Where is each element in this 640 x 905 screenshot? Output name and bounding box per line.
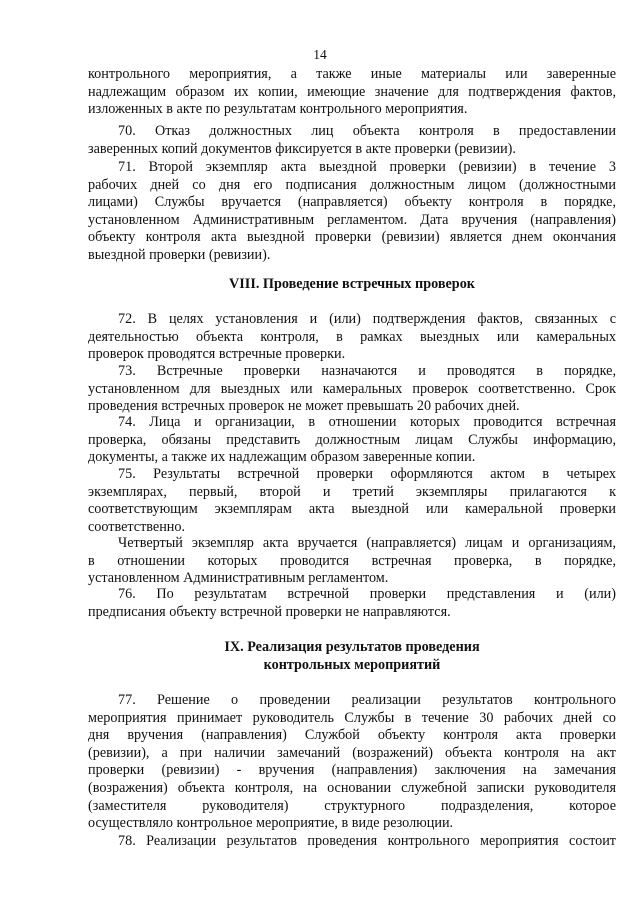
text-line: 74. Лица и организации, в отношении которых проводится встречная bbox=[118, 414, 616, 430]
text-line: установленном Административным регламентом. bbox=[88, 570, 389, 587]
paragraph-76 bbox=[88, 586, 616, 621]
text-line: деятельностью объекта контроля, в рамках выездных или камеральных bbox=[88, 328, 616, 345]
text-line: (заместителя руководителя) структурного подразделения, которое bbox=[88, 797, 616, 814]
paragraph-75 bbox=[88, 466, 616, 536]
text-line: 78. Реализации результатов проведения контрольного мероприятия состоит bbox=[118, 833, 616, 849]
section-heading-9-line2: контрольных мероприятий bbox=[263, 656, 441, 673]
paragraph-70 bbox=[88, 123, 616, 158]
text-line: осуществляло контрольное мероприятие, в виде резолюции. bbox=[88, 815, 454, 832]
text-line: дня вручения (направления) Службой объекту контроля акта проверки bbox=[88, 727, 616, 744]
page-number: 14 bbox=[313, 47, 327, 62]
text-line: объекту контроля акта выездной проверки (ревизии) является днем окончания bbox=[88, 229, 616, 246]
paragraph-continuation bbox=[88, 66, 616, 119]
text-line: надлежащим образом их копии, имеющие значение для подтверждения фактов, bbox=[88, 83, 616, 100]
text-line: лицами) Службы вручается (направляется) объекту контроля в порядке, bbox=[88, 194, 616, 211]
text-line: документы, а также их надлежащим образом заверенные копии. bbox=[88, 449, 476, 466]
text-line: мероприятия принимает руководитель Службы в течение 30 рабочих дней со bbox=[88, 709, 616, 726]
text-line: 72. В целях установления и (или) подтверждения фактов, связанных с bbox=[118, 311, 616, 327]
text-line: выездной проверки (ревизии). bbox=[88, 246, 271, 263]
text-line: 77. Решение о проведении реализации результатов контрольного bbox=[118, 692, 616, 708]
paragraph-71 bbox=[88, 159, 616, 265]
paragraph-74 bbox=[88, 414, 616, 467]
paragraph-75-continued bbox=[88, 535, 616, 588]
text-line: проверки (ревизии) - вручения (направления) заключения на замечания bbox=[88, 762, 616, 779]
section-heading-9 bbox=[88, 639, 616, 674]
text-line: Четвертый экземпляр акта вручается (направляется) лицам и организациям, bbox=[118, 535, 616, 551]
text-line: (возражения) объекта контроля, на основании служебной записки руководителя bbox=[88, 779, 616, 796]
text-line: установленном Административным регламентом. Дата вручения (направления) bbox=[88, 211, 616, 228]
text-line: 76. По результатам встречной проверки представления и (или) bbox=[118, 586, 616, 602]
text-line: контрольного мероприятия, а также иные материалы или заверенные bbox=[88, 66, 616, 82]
paragraph-77 bbox=[88, 692, 616, 833]
paragraph-72 bbox=[88, 311, 616, 364]
text-line: экземплярах, первый, второй и третий экземпляры прилагаются к bbox=[88, 483, 616, 500]
text-line: изложенных в акте по результатам контрольного мероприятия. bbox=[88, 101, 468, 118]
text-line: 70. Отказ должностных лиц объекта контроля в предоставлении bbox=[118, 123, 616, 139]
text-line: 73. Встречные проверки назначаются и проводятся в порядке, bbox=[118, 363, 616, 379]
text-line: предписания объекту встречной проверки не направляются. bbox=[88, 603, 451, 620]
paragraph-73 bbox=[88, 363, 616, 416]
text-line: установленном для выездных или камеральных проверок соответственно. Срок bbox=[88, 380, 616, 397]
text-line: 75. Результаты встречной проверки оформляются актом в четырех bbox=[118, 466, 616, 482]
text-line: проверок проводятся встречные проверки. bbox=[88, 346, 346, 363]
text-line: в отношении которых проводится встречная проверка, в порядке, bbox=[88, 552, 616, 569]
text-line: соответствующим экземплярам акта выездной или камеральной проверки bbox=[88, 501, 616, 518]
text-line: рабочих дней со дня его подписания должностным лицом (должностными bbox=[88, 176, 616, 193]
text-line: заверенных копий документов фиксируется в акте проверки (ревизии). bbox=[88, 140, 516, 157]
section-heading-8: VIII. Проведение встречных проверок bbox=[229, 276, 475, 292]
text-line: проведения встречных проверок не может превышать 20 рабочих дней. bbox=[88, 398, 520, 415]
section-heading-9-line1: IX. Реализация результатов проведения bbox=[224, 639, 480, 655]
text-line: 71. Второй экземпляр акта выездной проверки (ревизии) в течение 3 bbox=[118, 159, 616, 175]
text-line: соответственно. bbox=[88, 518, 186, 535]
text-line: (ревизии), а при наличии замечаний (возражений) объекта контроля на акт bbox=[88, 744, 616, 761]
paragraph-78 bbox=[88, 833, 616, 851]
text-line: проверка, обязаны представить должностным лицам Службы информацию, bbox=[88, 431, 616, 448]
